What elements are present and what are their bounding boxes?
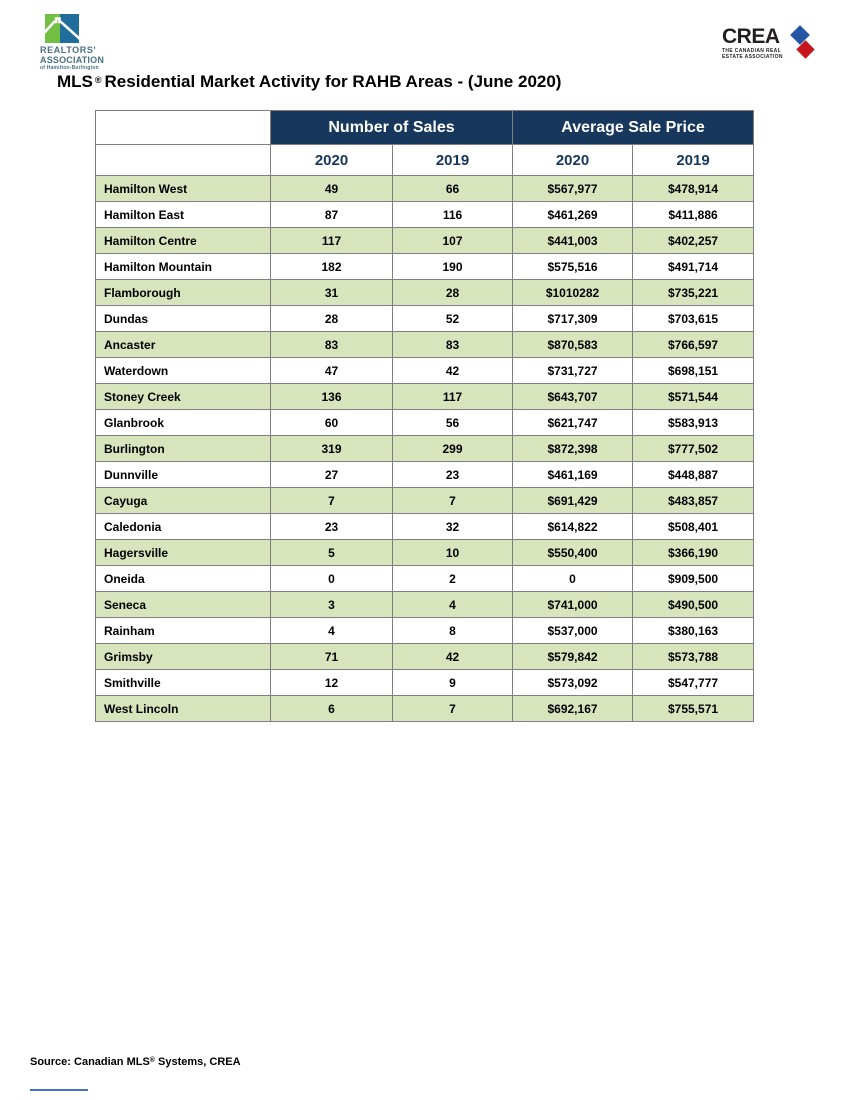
sales-2019-cell: 4 <box>393 592 513 618</box>
sales-2020-cell: 28 <box>271 306 393 332</box>
area-name-cell: Dundas <box>96 306 271 332</box>
sales-2020-cell: 182 <box>271 254 393 280</box>
sales-2019-cell: 23 <box>393 462 513 488</box>
crea-logo <box>722 26 822 70</box>
sales-2020-cell: 47 <box>271 358 393 384</box>
table-row <box>96 540 754 566</box>
title-rest: Residential Market Activity for RAHB Areas - (June 2020) <box>104 72 562 91</box>
sales-2020-cell: 6 <box>271 696 393 722</box>
table-row <box>96 462 754 488</box>
crea-diamonds-icon <box>785 26 821 66</box>
price-2019-cell: $583,913 <box>633 410 754 436</box>
price-2020-cell: $573,092 <box>513 670 633 696</box>
table-row <box>96 280 754 306</box>
area-name-cell: Burlington <box>96 436 271 462</box>
sales-2020-cell: 0 <box>271 566 393 592</box>
table-row <box>96 696 754 722</box>
year-header-sales-2020: 2020 <box>271 145 393 176</box>
table-row <box>96 410 754 436</box>
source-rest: Systems, CREA <box>154 1056 241 1068</box>
sales-2020-cell: 31 <box>271 280 393 306</box>
sales-2019-cell: 2 <box>393 566 513 592</box>
price-2019-cell: $735,221 <box>633 280 754 306</box>
price-2020-cell: $537,000 <box>513 618 633 644</box>
area-name-cell: Hamilton West <box>96 176 271 202</box>
sales-2019-cell: 9 <box>393 670 513 696</box>
table-row <box>96 358 754 384</box>
area-name-cell: Flamborough <box>96 280 271 306</box>
group-header-row <box>96 111 754 145</box>
footer-accent-line <box>30 1089 88 1091</box>
table-row <box>96 306 754 332</box>
price-2019-cell: $508,401 <box>633 514 754 540</box>
price-2020-cell: $441,003 <box>513 228 633 254</box>
area-name-cell: West Lincoln <box>96 696 271 722</box>
price-2019-cell: $703,615 <box>633 306 754 332</box>
average-sale-price-header: Average Sale Price <box>513 111 754 145</box>
price-2020-cell: $621,747 <box>513 410 633 436</box>
registered-mark: ® <box>94 75 102 85</box>
sales-2019-cell: 107 <box>393 228 513 254</box>
sales-2020-cell: 87 <box>271 202 393 228</box>
number-of-sales-header: Number of Sales <box>271 111 513 145</box>
sales-2020-cell: 319 <box>271 436 393 462</box>
sales-2019-cell: 299 <box>393 436 513 462</box>
price-2020-cell: $643,707 <box>513 384 633 410</box>
table-row <box>96 644 754 670</box>
price-2019-cell: $571,544 <box>633 384 754 410</box>
area-name-cell: Dunnville <box>96 462 271 488</box>
area-name-cell: Cayuga <box>96 488 271 514</box>
table-row <box>96 202 754 228</box>
price-2019-cell: $483,857 <box>633 488 754 514</box>
sales-2019-cell: 8 <box>393 618 513 644</box>
market-activity-table <box>95 110 754 722</box>
sales-2020-cell: 7 <box>271 488 393 514</box>
price-2020-cell: $870,583 <box>513 332 633 358</box>
table-row <box>96 670 754 696</box>
rahb-logo-line3: of Hamilton-Burlington <box>40 65 99 71</box>
page-title <box>57 72 561 92</box>
price-2020-cell: $575,516 <box>513 254 633 280</box>
sales-2019-cell: 42 <box>393 644 513 670</box>
sales-2020-cell: 83 <box>271 332 393 358</box>
price-2019-cell: $777,502 <box>633 436 754 462</box>
price-2019-cell: $478,914 <box>633 176 754 202</box>
sales-2019-cell: 42 <box>393 358 513 384</box>
price-2019-cell: $380,163 <box>633 618 754 644</box>
year-header-price-2019: 2019 <box>633 145 754 176</box>
price-2019-cell: $491,714 <box>633 254 754 280</box>
price-2020-cell: $692,167 <box>513 696 633 722</box>
crea-logo-wordmark: CREA <box>722 25 780 48</box>
sales-2019-cell: 190 <box>393 254 513 280</box>
sales-2019-cell: 28 <box>393 280 513 306</box>
source-note <box>30 1056 241 1068</box>
price-2019-cell: $402,257 <box>633 228 754 254</box>
price-2019-cell: $755,571 <box>633 696 754 722</box>
table-row <box>96 566 754 592</box>
price-2020-cell: $550,400 <box>513 540 633 566</box>
crea-tagline-line1: THE CANADIAN REAL <box>722 48 782 54</box>
sales-2020-cell: 60 <box>271 410 393 436</box>
price-2020-cell: $741,000 <box>513 592 633 618</box>
table-body <box>96 176 754 722</box>
source-prefix: Source: Canadian MLS <box>30 1056 150 1068</box>
price-2020-cell: $461,269 <box>513 202 633 228</box>
corner-cell <box>96 111 271 145</box>
title-prefix: MLS <box>57 72 93 91</box>
area-name-cell: Hamilton East <box>96 202 271 228</box>
price-2019-cell: $490,500 <box>633 592 754 618</box>
sales-2020-cell: 23 <box>271 514 393 540</box>
year-header-price-2020: 2020 <box>513 145 633 176</box>
rahb-logo <box>40 14 150 71</box>
price-2019-cell: $766,597 <box>633 332 754 358</box>
rahb-logo-line1: REALTORS' <box>40 45 97 55</box>
sales-2019-cell: 7 <box>393 696 513 722</box>
area-name-cell: Hamilton Mountain <box>96 254 271 280</box>
price-2019-cell: $698,151 <box>633 358 754 384</box>
price-2020-cell: $567,977 <box>513 176 633 202</box>
rahb-logo-line2: ASSOCIATION <box>40 55 105 65</box>
sales-2019-cell: 10 <box>393 540 513 566</box>
price-2019-cell: $448,887 <box>633 462 754 488</box>
area-name-cell: Waterdown <box>96 358 271 384</box>
sales-2019-cell: 32 <box>393 514 513 540</box>
area-name-cell: Hagersville <box>96 540 271 566</box>
price-2019-cell: $573,788 <box>633 644 754 670</box>
area-name-cell: Ancaster <box>96 332 271 358</box>
table-row <box>96 514 754 540</box>
area-name-cell: Smithville <box>96 670 271 696</box>
sales-2020-cell: 27 <box>271 462 393 488</box>
sales-2020-cell: 5 <box>271 540 393 566</box>
sales-2020-cell: 136 <box>271 384 393 410</box>
area-name-cell: Rainham <box>96 618 271 644</box>
table-row <box>96 254 754 280</box>
price-2020-cell: $731,727 <box>513 358 633 384</box>
area-name-cell: Hamilton Centre <box>96 228 271 254</box>
sales-2019-cell: 66 <box>393 176 513 202</box>
price-2019-cell: $547,777 <box>633 670 754 696</box>
area-name-cell: Caledonia <box>96 514 271 540</box>
crea-tagline-line2: ESTATE ASSOCIATION <box>722 54 783 60</box>
table-row <box>96 384 754 410</box>
price-2020-cell: $579,842 <box>513 644 633 670</box>
corner-cell-2 <box>96 145 271 176</box>
price-2019-cell: $411,886 <box>633 202 754 228</box>
source-registered-mark: ® <box>149 1057 155 1064</box>
sales-2019-cell: 83 <box>393 332 513 358</box>
price-2020-cell: 0 <box>513 566 633 592</box>
area-name-cell: Stoney Creek <box>96 384 271 410</box>
table-row <box>96 592 754 618</box>
area-name-cell: Grimsby <box>96 644 271 670</box>
price-2020-cell: $461,169 <box>513 462 633 488</box>
sales-2020-cell: 71 <box>271 644 393 670</box>
price-2020-cell: $1010282 <box>513 280 633 306</box>
sales-2019-cell: 7 <box>393 488 513 514</box>
area-name-cell: Seneca <box>96 592 271 618</box>
sales-2020-cell: 3 <box>271 592 393 618</box>
table-row <box>96 436 754 462</box>
sales-2020-cell: 49 <box>271 176 393 202</box>
sales-2020-cell: 117 <box>271 228 393 254</box>
sales-2019-cell: 52 <box>393 306 513 332</box>
table-row <box>96 332 754 358</box>
sales-2019-cell: 116 <box>393 202 513 228</box>
sales-2020-cell: 12 <box>271 670 393 696</box>
table-row <box>96 618 754 644</box>
price-2019-cell: $909,500 <box>633 566 754 592</box>
sales-2019-cell: 56 <box>393 410 513 436</box>
price-2020-cell: $614,822 <box>513 514 633 540</box>
sales-2020-cell: 4 <box>271 618 393 644</box>
area-name-cell: Glanbrook <box>96 410 271 436</box>
table-row <box>96 228 754 254</box>
table-row <box>96 488 754 514</box>
price-2020-cell: $872,398 <box>513 436 633 462</box>
price-2019-cell: $366,190 <box>633 540 754 566</box>
price-2020-cell: $717,309 <box>513 306 633 332</box>
area-name-cell: Oneida <box>96 566 271 592</box>
sales-2019-cell: 117 <box>393 384 513 410</box>
year-header-row <box>96 145 754 176</box>
table-row <box>96 176 754 202</box>
year-header-sales-2019: 2019 <box>393 145 513 176</box>
rahb-house-icon <box>45 14 79 43</box>
price-2020-cell: $691,429 <box>513 488 633 514</box>
